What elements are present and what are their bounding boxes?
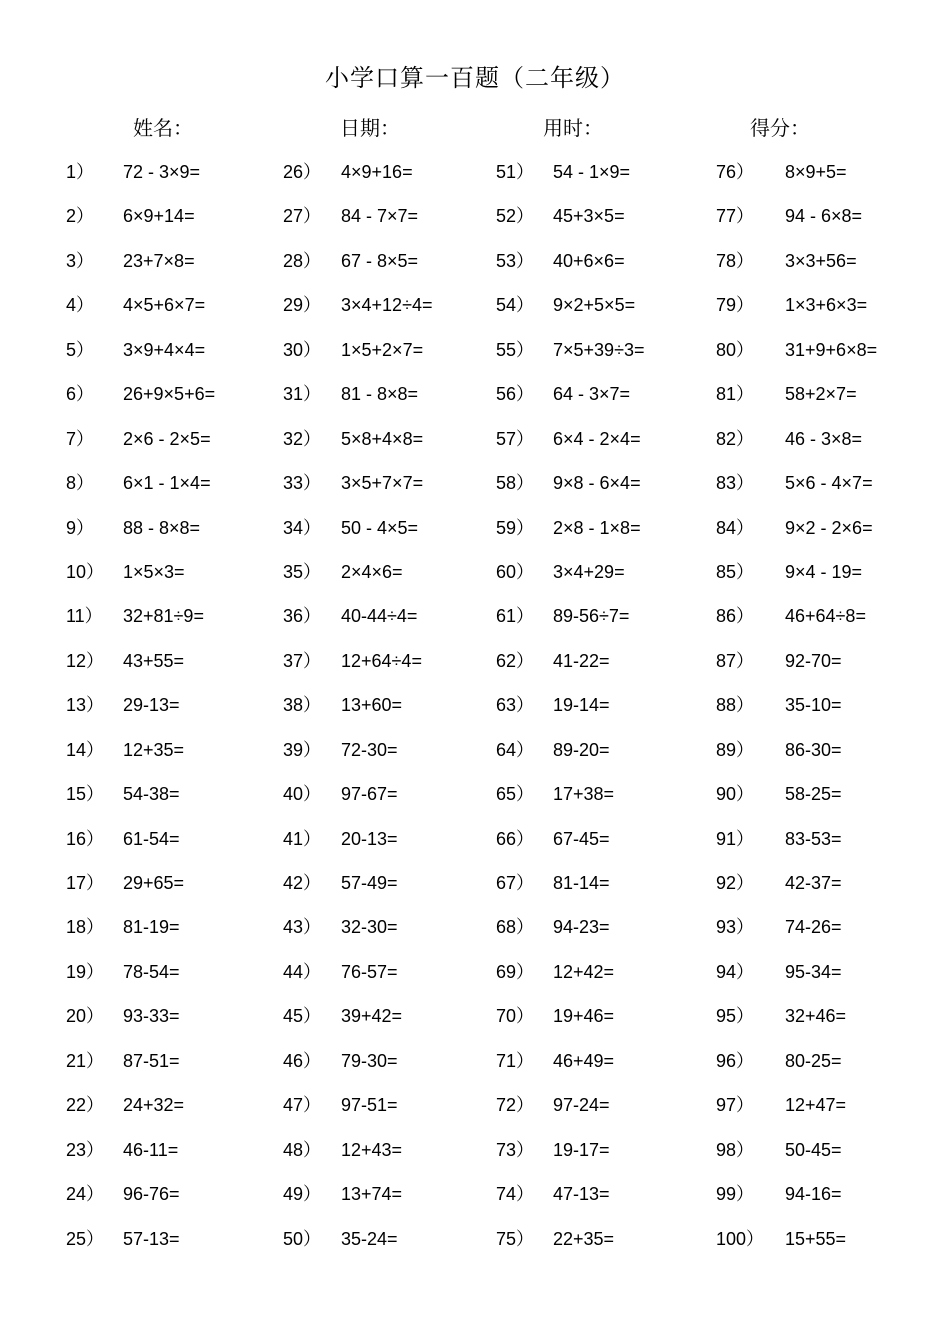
problem-number: 83） [716, 473, 755, 494]
problem-expression: 19-14= [553, 695, 610, 716]
problem-expression: 20-13= [341, 828, 398, 849]
problem-expression: 23+7×8= [123, 250, 195, 271]
problem-expression: 32+81÷9= [123, 606, 204, 627]
problem-number: 37） [283, 650, 322, 671]
problem-expression: 9×2 - 2×6= [785, 517, 873, 538]
problem-expression: 43+55= [123, 650, 185, 671]
date-field-label: 日期： [340, 116, 400, 140]
problem-number: 43） [283, 917, 322, 938]
problem-number: 42） [283, 873, 322, 893]
name-field-label: 姓名： [133, 116, 193, 140]
problem-number: 82） [716, 428, 755, 449]
problem-expression: 9×4 - 19= [785, 561, 863, 582]
problem-number: 93） [716, 917, 755, 938]
problem-number: 70） [496, 1006, 535, 1027]
problem-number: 11） [66, 606, 103, 627]
problem-expression: 46+64÷8= [785, 606, 866, 627]
problem-expression: 13+74= [341, 1184, 403, 1205]
problem-number: 100） [716, 1228, 765, 1249]
problem-expression: 1×5+2×7= [341, 339, 424, 360]
problem-expression: 26+9×5+6= [123, 384, 216, 405]
problem-number: 6） [66, 384, 95, 405]
problem-number: 84） [716, 517, 755, 538]
problem-expression: 57-13= [123, 1228, 180, 1249]
problem-number: 56） [496, 384, 535, 405]
problem-number: 51） [496, 162, 535, 182]
problem-number: 8） [66, 473, 95, 494]
problem-expression: 81-14= [553, 873, 610, 893]
problem-number: 13） [66, 695, 105, 716]
problem-number: 77） [716, 206, 755, 227]
problem-expression: 32+46= [785, 1006, 847, 1027]
problem-number: 23） [66, 1139, 105, 1160]
problem-expression: 2×8 - 1×8= [553, 517, 641, 538]
problem-number: 94） [716, 961, 755, 982]
problem-expression: 97-24= [553, 1095, 610, 1116]
problem-expression: 86-30= [785, 739, 842, 760]
problem-number: 55） [496, 339, 535, 360]
problem-expression: 54 - 1×9= [553, 162, 631, 182]
problem-expression: 35-10= [785, 695, 842, 716]
problem-expression: 12+47= [785, 1095, 847, 1116]
problem-expression: 81 - 8×8= [341, 384, 419, 405]
problem-number: 91） [716, 828, 755, 849]
problem-number: 67） [496, 873, 535, 893]
problem-expression: 46-11= [123, 1139, 179, 1160]
problem-expression: 96-76= [123, 1184, 180, 1205]
problem-expression: 97-67= [341, 784, 398, 805]
problem-expression: 83-53= [785, 828, 842, 849]
problem-number: 4） [66, 295, 95, 316]
problem-number: 66） [496, 828, 535, 849]
problem-expression: 50 - 4×5= [341, 517, 419, 538]
problem-number: 95） [716, 1006, 755, 1027]
problem-number: 39） [283, 739, 322, 760]
problem-number: 26） [283, 162, 322, 182]
problem-number: 7） [66, 428, 95, 449]
problem-expression: 47-13= [553, 1184, 610, 1205]
problem-expression: 19+46= [553, 1006, 615, 1027]
problem-expression: 79-30= [341, 1050, 398, 1071]
problem-expression: 19-17= [553, 1139, 610, 1160]
problem-expression: 12+42= [553, 961, 615, 982]
problem-number: 10） [66, 561, 105, 582]
problem-number: 30） [283, 339, 322, 360]
problem-number: 35） [283, 561, 322, 582]
time-used-field-label: 用时： [543, 116, 603, 140]
problem-number: 97） [716, 1095, 755, 1116]
problem-number: 59） [496, 517, 535, 538]
problem-number: 34） [283, 517, 322, 538]
problem-number: 87） [716, 650, 755, 671]
problem-number: 92） [716, 873, 755, 893]
problem-expression: 97-51= [341, 1095, 398, 1116]
problem-number: 14） [66, 739, 105, 760]
problem-number: 45） [283, 1006, 322, 1027]
problem-number: 3） [66, 250, 95, 271]
problem-expression: 67-45= [553, 828, 610, 849]
problem-expression: 58+2×7= [785, 384, 857, 405]
problem-expression: 54-38= [123, 784, 180, 805]
problem-number: 73） [496, 1139, 535, 1160]
problem-expression: 6×1 - 1×4= [123, 473, 211, 494]
problem-number: 41） [283, 828, 322, 849]
problem-number: 98） [716, 1139, 755, 1160]
problem-number: 90） [716, 784, 755, 805]
problem-number: 44） [283, 961, 322, 982]
problem-expression: 64 - 3×7= [553, 384, 631, 405]
problem-expression: 76-57= [341, 961, 398, 982]
problem-expression: 12+35= [123, 739, 185, 760]
problem-number: 48） [283, 1139, 322, 1160]
problem-number: 58） [496, 473, 535, 494]
problem-expression: 29-13= [123, 695, 180, 716]
problem-expression: 15+55= [785, 1228, 847, 1249]
problem-number: 68） [496, 917, 535, 938]
problem-number: 49） [283, 1184, 322, 1205]
problem-number: 32） [283, 428, 322, 449]
problem-number: 20） [66, 1006, 105, 1027]
problem-expression: 50-45= [785, 1139, 842, 1160]
problem-number: 47） [283, 1095, 322, 1116]
problem-expression: 72 - 3×9= [123, 162, 201, 182]
problem-expression: 1×3+6×3= [785, 295, 868, 316]
problem-number: 62） [496, 650, 535, 671]
problem-expression: 41-22= [553, 650, 610, 671]
problem-expression: 3×9+4×4= [123, 339, 206, 360]
problem-number: 19） [66, 961, 105, 982]
problem-number: 40） [283, 784, 322, 805]
problem-number: 5） [66, 339, 95, 360]
problem-expression: 95-34= [785, 961, 842, 982]
problem-number: 61） [496, 606, 535, 627]
problem-number: 21） [66, 1050, 105, 1071]
problem-number: 17） [66, 873, 105, 893]
problem-expression: 5×6 - 4×7= [785, 473, 873, 494]
problem-expression: 46 - 3×8= [785, 428, 863, 449]
problem-number: 1） [66, 162, 95, 182]
problem-expression: 32-30= [341, 917, 398, 938]
problem-expression: 5×8+4×8= [341, 428, 424, 449]
problem-expression: 40+6×6= [553, 250, 625, 271]
problem-number: 25） [66, 1228, 105, 1249]
problem-number: 2） [66, 206, 95, 227]
problem-expression: 58-25= [785, 784, 842, 805]
problem-expression: 4×5+6×7= [123, 295, 206, 316]
problem-number: 86） [716, 606, 755, 627]
problem-expression: 6×9+14= [123, 206, 195, 227]
score-field-label: 得分： [750, 116, 810, 140]
problem-expression: 92-70= [785, 650, 842, 671]
problem-number: 65） [496, 784, 535, 805]
problem-expression: 61-54= [123, 828, 180, 849]
problem-expression: 84 - 7×7= [341, 206, 419, 227]
problem-number: 96） [716, 1050, 755, 1071]
problem-expression: 1×5×3= [123, 561, 185, 582]
problem-number: 54） [496, 295, 535, 316]
problem-number: 75） [496, 1228, 535, 1249]
problem-number: 16） [66, 828, 105, 849]
problem-number: 27） [283, 206, 322, 227]
problem-expression: 39+42= [341, 1006, 403, 1027]
problem-number: 71） [496, 1050, 535, 1071]
problem-expression: 87-51= [123, 1050, 180, 1071]
problem-expression: 17+38= [553, 784, 615, 805]
problem-expression: 89-20= [553, 739, 610, 760]
problem-expression: 45+3×5= [553, 206, 625, 227]
problem-expression: 46+49= [553, 1050, 615, 1071]
problem-expression: 31+9+6×8= [785, 339, 878, 360]
problem-number: 29） [283, 295, 322, 316]
problem-expression: 7×5+39÷3= [553, 339, 645, 360]
problem-number: 53） [496, 250, 535, 271]
problem-number: 57） [496, 428, 535, 449]
problem-expression: 78-54= [123, 961, 180, 982]
problem-expression: 93-33= [123, 1006, 180, 1027]
problem-number: 28） [283, 250, 322, 271]
problem-expression: 3×4+29= [553, 561, 625, 582]
problem-number: 50） [283, 1228, 322, 1249]
problem-number: 38） [283, 695, 322, 716]
problem-expression: 42-37= [785, 873, 842, 893]
problem-number: 18） [66, 917, 105, 938]
problem-expression: 3×5+7×7= [341, 473, 424, 494]
problem-expression: 8×9+5= [785, 162, 847, 182]
problem-number: 89） [716, 739, 755, 760]
problem-expression: 12+64÷4= [341, 650, 422, 671]
problem-expression: 94-23= [553, 917, 610, 938]
problem-expression: 40-44÷4= [341, 606, 418, 627]
problem-expression: 9×2+5×5= [553, 295, 636, 316]
problem-expression: 2×6 - 2×5= [123, 428, 211, 449]
problem-number: 99） [716, 1184, 755, 1205]
problem-expression: 74-26= [785, 917, 842, 938]
problem-expression: 24+32= [123, 1095, 185, 1116]
problem-number: 80） [716, 339, 755, 360]
problem-expression: 13+60= [341, 695, 403, 716]
problem-number: 85） [716, 561, 755, 582]
problem-number: 22） [66, 1095, 105, 1116]
problem-expression: 67 - 8×5= [341, 250, 419, 271]
problem-number: 64） [496, 739, 535, 760]
problem-number: 81） [716, 384, 755, 405]
page-title: 小学口算一百题（二年级） [325, 64, 625, 92]
problem-expression: 22+35= [553, 1228, 615, 1249]
problem-number: 78） [716, 250, 755, 271]
problem-number: 15） [66, 784, 105, 805]
problem-expression: 57-49= [341, 873, 398, 893]
problem-expression: 9×8 - 6×4= [553, 473, 641, 494]
problem-number: 72） [496, 1095, 535, 1116]
problem-number: 63） [496, 695, 535, 716]
problem-number: 36） [283, 606, 322, 627]
problem-expression: 88 - 8×8= [123, 517, 201, 538]
problem-expression: 12+43= [341, 1139, 403, 1160]
problem-expression: 89-56÷7= [553, 606, 630, 627]
problem-number: 60） [496, 561, 535, 582]
problem-number: 9） [66, 517, 95, 538]
problem-expression: 94 - 6×8= [785, 206, 863, 227]
problem-expression: 72-30= [341, 739, 398, 760]
problem-expression: 4×9+16= [341, 162, 413, 182]
problem-number: 76） [716, 162, 755, 182]
problem-number: 74） [496, 1184, 535, 1205]
problem-number: 88） [716, 695, 755, 716]
problem-expression: 29+65= [123, 873, 185, 893]
problem-expression: 6×4 - 2×4= [553, 428, 641, 449]
problem-number: 33） [283, 473, 322, 494]
problem-expression: 80-25= [785, 1050, 842, 1071]
problem-expression: 81-19= [123, 917, 180, 938]
problem-number: 31） [283, 384, 322, 405]
problem-number: 24） [66, 1184, 105, 1205]
problem-expression: 35-24= [341, 1228, 398, 1249]
problem-expression: 3×4+12÷4= [341, 295, 433, 316]
problem-number: 46） [283, 1050, 322, 1071]
problem-number: 79） [716, 295, 755, 316]
problem-number: 52） [496, 206, 535, 227]
problem-expression: 94-16= [785, 1184, 842, 1205]
problem-expression: 3×3+56= [785, 250, 857, 271]
problem-number: 12） [66, 650, 105, 671]
problem-expression: 2×4×6= [341, 561, 403, 582]
problem-number: 69） [496, 961, 535, 982]
